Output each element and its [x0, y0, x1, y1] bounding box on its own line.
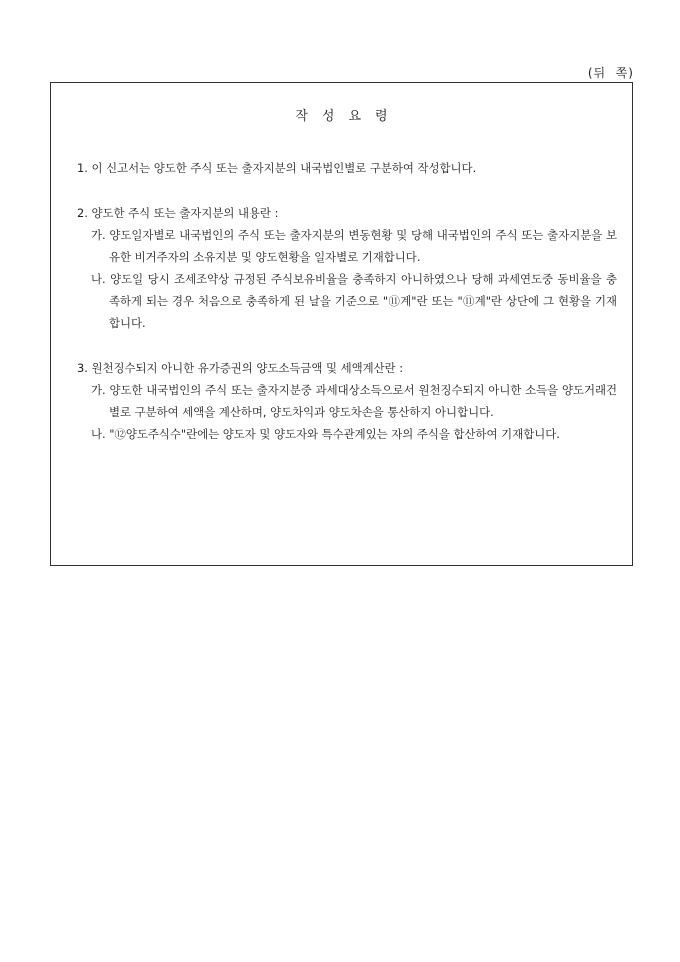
instructions-box: [50, 82, 633, 566]
section-3-item-na: 나. "⑫양도주식수"란에는 양도자 및 양도자와 특수관계있는 자의 주식을 합산하여 기재합니다.: [91, 427, 560, 441]
section-3-item-ga: 가. 양도한 내국법인의 주식 또는 출자지분중 과세대상소득으로서 원천징수되지 아니한 소득을 양도거래건별로 구분하여 세액을 계산하며, 양도차익과 양도차손을 통산하지 아니합니다.: [91, 383, 617, 419]
page-side-label: (뒤 쪽): [587, 66, 634, 80]
instructions-title: 작성요령: [295, 109, 402, 124]
section-3-heading: 3. 원천징수되지 아니한 유가증권의 양도소득금액 및 세액계산란 :: [77, 361, 404, 375]
section-2-item-ga: 가. 양도일자별로 내국법인의 주식 또는 출자지분의 변동현황 및 당해 내국법인의 주식 또는 출자지분을 보유한 비거주자의 소유지분 및 양도현황을 일자별로 기재합니다.: [91, 228, 617, 264]
section-1-text: 1. 이 신고서는 양도한 주식 또는 출자지분의 내국법인별로 구분하여 작성합니다.: [77, 161, 477, 175]
section-2-heading: 2. 양도한 주식 또는 출자지분의 내용란 :: [77, 206, 279, 220]
instructions-content: [77, 157, 617, 445]
section-2-item-na: 나. 양도일 당시 조세조약상 규정된 주식보유비율을 충족하지 아니하였으나 당해 과세연도중 동비율을 충족하게 되는 경우 처음으로 충족하게 된 날을 기준으로 "⑪계"란 또는 "⑪계"란 상단에 그 현황을 기재합니다.: [91, 272, 617, 330]
